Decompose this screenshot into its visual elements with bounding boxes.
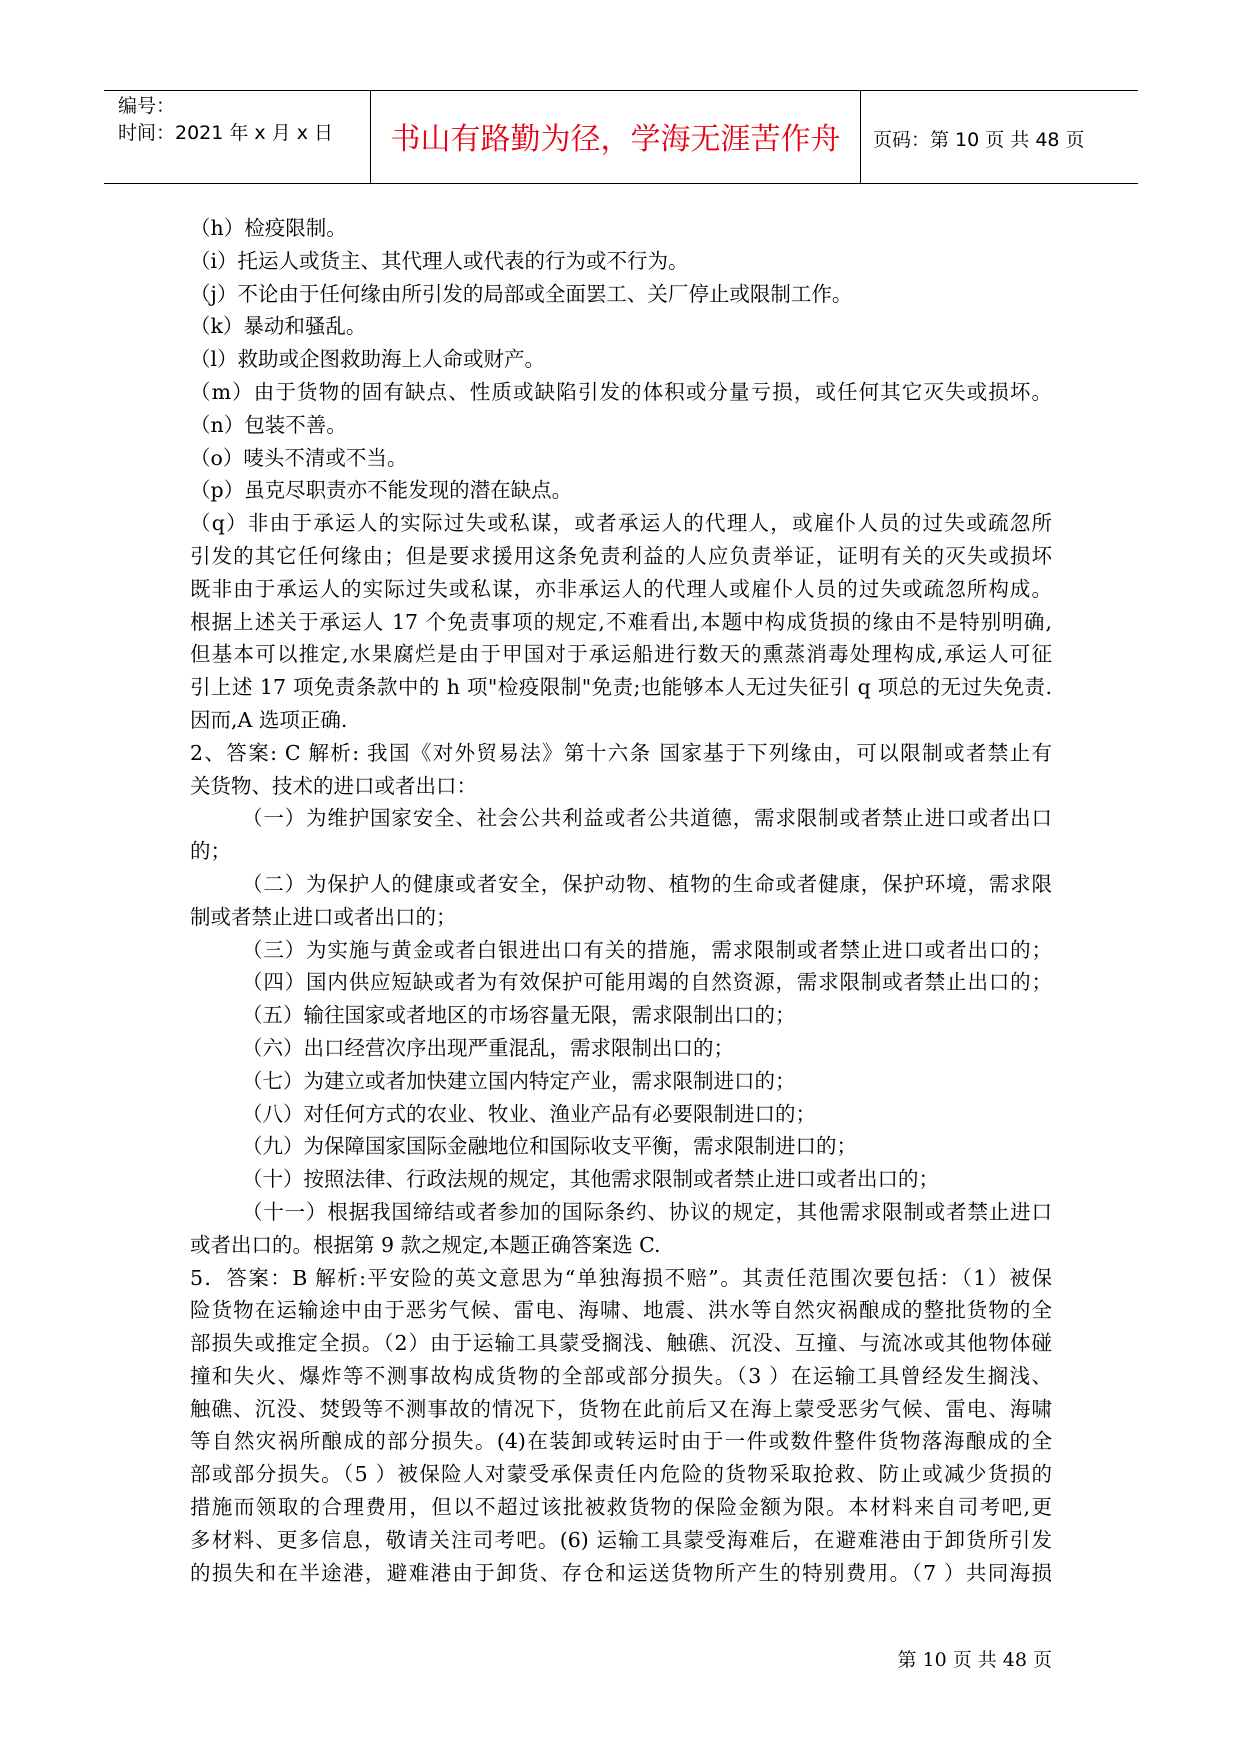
body-line: （十）按照法律、行政法规的规定，其他需求限制或者禁止进口或者出口的； [242, 1167, 939, 1192]
body-line: （q）非由于承运人的实际过失或私谋，或者承运人的代理人，或雇仆人员的过失或疏忽所 [190, 511, 1052, 536]
body-line: 制或者禁止进口或者出口的； [190, 904, 457, 929]
body-line: 引发的其它任何缘由；但是要求援用这条免责利益的人应负责举证，证明有关的灭失或损坏 [190, 543, 1052, 568]
footer-page-number: 第 10 页 共 48 页 [897, 1649, 1052, 1671]
body-line: 因而,A 选项正确. [190, 707, 348, 732]
body-line: 的； [190, 839, 231, 864]
body-line: （五）输往国家或者地区的市场容量无限，需求限制出口的； [242, 1003, 796, 1028]
body-line: （九）为保障国家国际金融地位和国际收支平衡，需求限制进口的； [242, 1134, 857, 1159]
body-line: （四）国内供应短缺或者为有效保护可能用竭的自然资源，需求限制或者禁止出口的； [242, 970, 1052, 995]
body-line: 险货物在运输途中由于恶劣气候、雷电、海啸、地震、洪水等自然灾祸酿成的整批货物的全 [190, 1298, 1052, 1323]
body-line: 多材料、更多信息，敬请关注司考吧。(6) 运输工具蒙受海难后，在避难港由于卸货所引发 [190, 1527, 1052, 1552]
body-line: （j）不论由于任何缘由所引发的局部或全面罢工、关厂停止或限制工作。 [190, 281, 853, 306]
body-line: 触礁、沉没、焚毁等不测事故的情况下，货物在此前后又在海上蒙受恶劣气候、雷电、海啸 [190, 1396, 1052, 1421]
body-line: 的损失和在半途港，避难港由于卸货、存仓和运送货物所产生的特别费用。（7 ）共同海损 [190, 1560, 1052, 1585]
body-line: 部损失或推定全损。（2）由于运输工具蒙受搁浅、触礁、沉没、互撞、与流冰或其他物体碰 [190, 1331, 1052, 1356]
body-line: 2、答案: C 解析: 我国《对外贸易法》第十六条 国家基于下列缘由，可以限制或者禁止有 [190, 740, 1052, 765]
body-line: （三）为实施与黄金或者白银进出口有关的措施，需求限制或者禁止进口或者出口的； [242, 937, 1052, 962]
document-number-label: 编号： [118, 95, 176, 117]
body-line: 部或部分损失。（5 ）被保险人对蒙受承保责任内危险的货物采取抢救、防止或减少货损的 [190, 1462, 1052, 1487]
body-line: （l）救助或企图救助海上人命或财产。 [190, 347, 546, 372]
body-line: （p）虽克尽职责亦不能发现的潜在缺点。 [190, 478, 573, 503]
body-line: （m）由于货物的固有缺点、性质或缺陷引发的体积或分量亏损，或任何其它灭失或损坏。 [190, 379, 1052, 404]
body-line: （n）包装不善。 [190, 412, 347, 437]
body-line: 或者出口的。根据第 9 款之规定,本题正确答案选 C. [190, 1232, 661, 1257]
body-line: 撞和失火、爆炸等不测事故构成货物的全部或部分损失。（3 ）在运输工具曾经发生搁浅、 [190, 1363, 1052, 1388]
body-line: 关货物、技术的进口或者出口： [190, 773, 477, 798]
body-line: 5．答案：B 解析:平安险的英文意思为“单独海损不赔”。其责任范围次要包括：（1）被保 [190, 1265, 1052, 1290]
body-line: 措施而领取的合理费用，但以不超过该批被救货物的保险金额为限。本材料来自司考吧,更 [190, 1495, 1052, 1520]
body-line: 既非由于承运人的实际过失或私谋，亦非承运人的代理人或雇仆人员的过失或疏忽所构成。 [190, 576, 1052, 601]
body-line: （八）对任何方式的农业、牧业、渔业产品有必要限制进口的； [242, 1101, 816, 1126]
body-line: 引上述 17 项免责条款中的 h 项"检疫限制"免责;也能够本人无过失征引 q 项总的无过失免责. [190, 675, 1052, 700]
body-line: （六）出口经营次序出现严重混乱，需求限制出口的； [242, 1035, 734, 1060]
body-line: 但基本可以推定,水果腐烂是由于甲国对于承运船进行数天的熏蒸消毒处理构成,承运人可征 [190, 642, 1052, 667]
body-line: （h）检疫限制。 [190, 216, 347, 240]
body-line: （二）为保护人的健康或者安全，保护动物、植物的生命或者健康，保护环境，需求限 [242, 871, 1052, 896]
body-line: （十一）根据我国缔结或者参加的国际条约、协议的规定，其他需求限制或者禁止进口 [242, 1199, 1052, 1224]
header-divider-right [860, 90, 861, 184]
document-time-label: 时间：2021 年 x 月 x 日 [118, 122, 334, 144]
body-line: （o）唛头不清或不当。 [190, 445, 408, 470]
body-line: （七）为建立或者加快建立国内特定产业，需求限制进口的； [242, 1068, 796, 1093]
body-line: （k）暴动和骚乱。 [190, 314, 367, 339]
body-line: （i）托运人或货主、其代理人或代表的行为或不行为。 [190, 248, 689, 273]
body-line: 根据上述关于承运人 17 个免责事项的规定,不难看出,本题中构成货损的缘由不是特别明确, [190, 609, 1052, 634]
header-motto: 书山有路勤为径，学海无涯苦作舟 [390, 122, 841, 157]
document-body [190, 212, 1052, 1589]
body-line: （一）为维护国家安全、社会公共利益或者公共道德，需求限制或者禁止进口或者出口 [242, 806, 1052, 831]
body-line: 等自然灾祸所酿成的部分损失。(4)在装卸或转运时由于一件或数件整件货物落海酿成的全 [190, 1429, 1052, 1454]
page-number-label: 页码：第 10 页 共 48 页 [873, 129, 1085, 151]
